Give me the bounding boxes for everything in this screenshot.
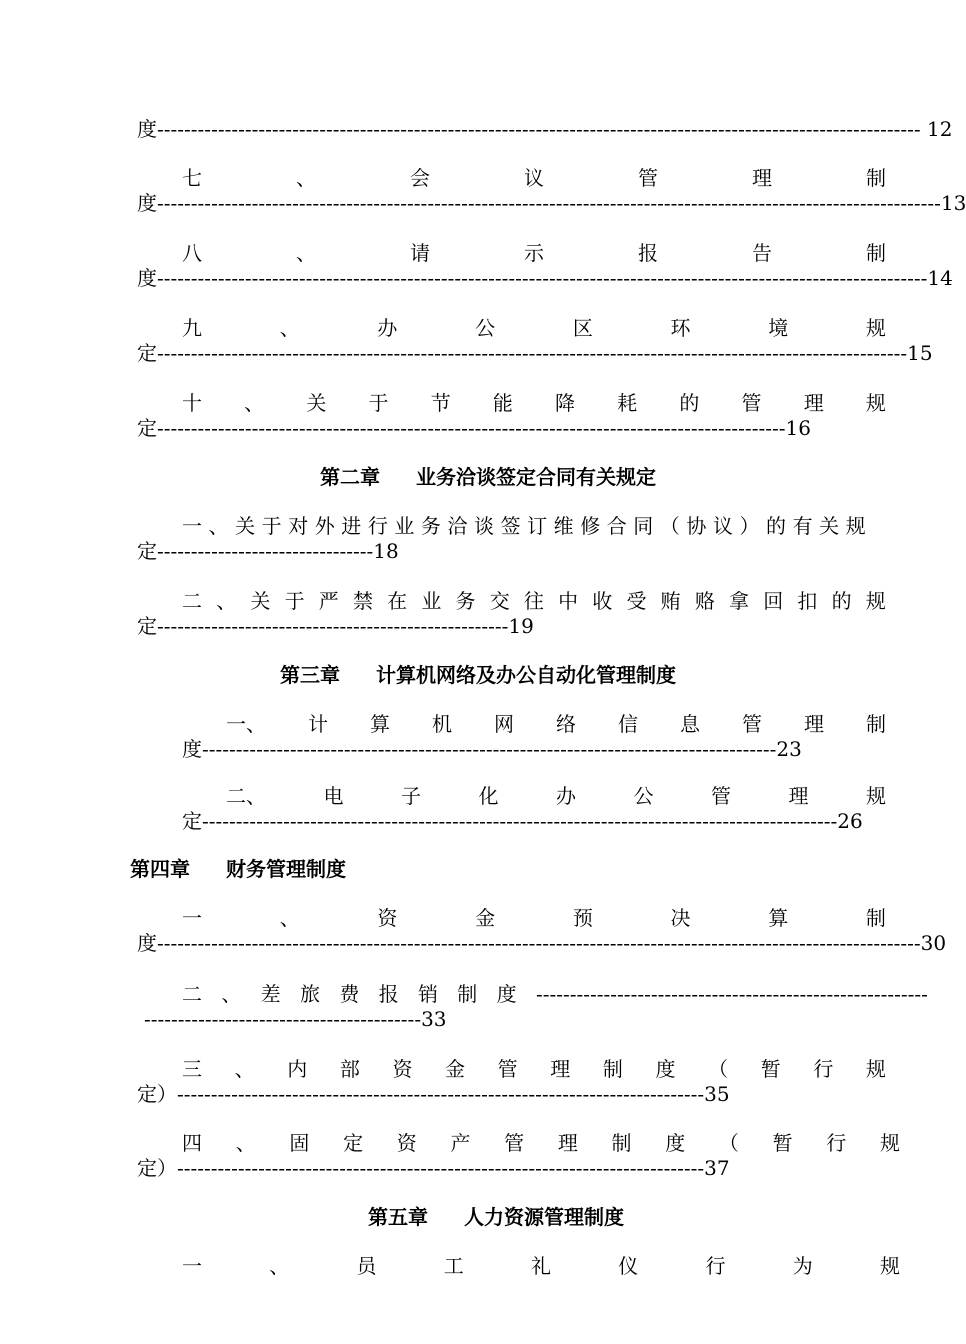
toc-title-char: 进	[341, 514, 362, 538]
toc-title-char: 节	[430, 391, 451, 415]
toc-title-char: 内	[287, 1057, 308, 1081]
chapter-heading-5	[368, 1206, 624, 1230]
toc-title-char: 能	[492, 391, 513, 415]
toc-leader-dots: ----------------------------------------------------------------------------------------------	[202, 809, 838, 833]
toc-title-char: 、	[235, 1131, 256, 1155]
toc-title-char: 务	[455, 589, 476, 613]
toc-title-char: 四	[182, 1131, 202, 1155]
toc-title-char: 对	[288, 514, 309, 538]
toc-title-char: 报	[638, 241, 658, 265]
toc-title-char: 定	[343, 1131, 364, 1155]
toc-title-char: 环	[670, 316, 691, 340]
toc-title-char: 、	[279, 316, 300, 340]
toc-title-char: 行	[367, 514, 388, 538]
toc-title-char: 耗	[617, 391, 638, 415]
toc-title-char: 洽	[447, 514, 468, 538]
toc-title-char: 业	[421, 589, 442, 613]
toc-entry-title-line	[182, 906, 886, 930]
toc-title-char: 管	[711, 784, 731, 808]
toc-title-char: 理	[557, 1131, 578, 1155]
toc-entry-leader-line	[182, 737, 802, 761]
toc-entry-leader-line	[182, 809, 863, 833]
toc-title-char: 销	[417, 982, 438, 1006]
toc-title-char: 受	[626, 589, 647, 613]
toc-title-char: 的	[766, 514, 787, 538]
toc-entry-leader-line	[137, 931, 947, 955]
toc-title-char: 公	[475, 316, 496, 340]
chapter-title: 计算机网络及办公自动化管理制度	[376, 665, 676, 687]
toc-entry-title-line	[182, 982, 928, 1006]
toc-title-char: 理	[788, 784, 809, 808]
toc-title-end: 度	[137, 117, 157, 141]
toc-title-end: 定）	[137, 1082, 177, 1106]
toc-title-char: 修	[580, 514, 601, 538]
toc-title-char: 七	[182, 166, 202, 190]
toc-title-char: 报	[378, 982, 399, 1006]
toc-leader-dots: ------------------------------------------------------------------------------------------------------------------	[157, 266, 928, 290]
toc-title-char: 于	[261, 514, 282, 538]
toc-title-char: 规	[845, 514, 866, 538]
toc-title-char: 回	[763, 589, 784, 613]
toc-title-char: （	[659, 514, 680, 538]
toc-title-char: 同	[633, 514, 654, 538]
toc-entry-title-line	[226, 712, 886, 736]
toc-title-char: 办	[556, 784, 576, 808]
toc-leader-dots: ----------------------------------------------------	[157, 614, 509, 638]
toc-title-char: 的	[831, 589, 852, 613]
toc-title-char: 为	[792, 1254, 813, 1278]
toc-title-char: 暂	[772, 1131, 793, 1155]
toc-entry-leader-line	[137, 341, 933, 365]
toc-title-char: 度	[496, 982, 517, 1006]
toc-entry-leader-line	[137, 1156, 730, 1180]
toc-page-number: 26	[837, 809, 863, 833]
toc-title-char: 往	[523, 589, 544, 613]
toc-title-char: 、	[244, 391, 265, 415]
toc-title-char: 理	[752, 166, 772, 190]
toc-entry-leader-line	[137, 191, 966, 215]
toc-entry-leader-line	[137, 266, 953, 290]
toc-title-char: 管	[638, 166, 658, 190]
toc-page-number: 14	[927, 266, 953, 290]
toc-entry-title-line	[182, 1131, 900, 1155]
toc-title-end: 定	[137, 539, 157, 563]
toc-page-number: 33	[421, 1007, 447, 1031]
toc-title-char: 一、	[226, 712, 266, 736]
toc-title-char: 预	[572, 906, 593, 930]
toc-title-char: 行	[705, 1254, 726, 1278]
toc-entry-title-line	[182, 166, 886, 190]
toc-title-char: 二、	[226, 784, 266, 808]
toc-page-number: 18	[373, 539, 399, 563]
toc-title-char: 化	[478, 784, 499, 808]
toc-title-char: 、	[296, 166, 316, 190]
toc-leader-dots: --------------------------------	[157, 539, 374, 563]
toc-title-char: 示	[524, 241, 544, 265]
toc-title-char: 禁	[352, 589, 373, 613]
toc-title-char: ）	[739, 514, 760, 538]
toc-title-char: 旅	[299, 982, 320, 1006]
toc-title-char: 、	[208, 514, 229, 538]
toc-title-char: 、	[296, 241, 316, 265]
toc-title-char: 制	[866, 712, 886, 736]
toc-title-char: 贿	[660, 589, 681, 613]
toc-entry-title-line	[182, 1057, 886, 1081]
toc-title-char: 固	[289, 1131, 310, 1155]
chapter-label: 第四章	[130, 859, 190, 881]
toc-title-char: 合	[606, 514, 627, 538]
toc-title-char: 礼	[531, 1254, 551, 1278]
toc-title-char: 决	[670, 906, 691, 930]
toc-entry-title-line	[182, 391, 886, 415]
chapter-heading-4	[130, 858, 346, 882]
toc-title-char: 息	[680, 712, 700, 736]
toc-title-char: 产	[450, 1131, 471, 1155]
toc-title-char: （	[708, 1057, 729, 1081]
toc-title-char: 度	[665, 1131, 686, 1155]
toc-title-char: 关	[235, 514, 256, 538]
toc-title-char: 关	[306, 391, 327, 415]
toc-title-char: 算	[768, 906, 789, 930]
toc-title-char: 制	[866, 166, 886, 190]
toc-title-char: 有	[792, 514, 813, 538]
toc-title-char: 规	[865, 316, 886, 340]
toc-title-char: 二	[182, 589, 202, 613]
toc-title-char: 、	[216, 589, 237, 613]
chapter-title: 业务洽谈签定合同有关规定	[416, 467, 656, 489]
toc-title-char: 扣	[797, 589, 818, 613]
toc-title-char: 行	[826, 1131, 847, 1155]
toc-title-char: 暂	[760, 1057, 781, 1081]
toc-title-char: 行	[813, 1057, 834, 1081]
toc-title-char: （	[718, 1131, 739, 1155]
toc-title-end: 定	[137, 614, 157, 638]
toc-title-char: 管	[497, 1057, 518, 1081]
toc-entry-leader-line	[137, 614, 534, 638]
toc-title-char: 务	[420, 514, 441, 538]
toc-leader-dots: --------------------------------------------------------------------------------------------------------------------	[157, 191, 941, 215]
toc-title-char: 议	[524, 166, 544, 190]
toc-title-char: 规	[866, 784, 886, 808]
toc-title-char: 算	[370, 712, 390, 736]
toc-title-char: 金	[445, 1057, 466, 1081]
toc-title-char: 关	[250, 589, 271, 613]
toc-title-char: 于	[284, 589, 305, 613]
chapter-title: 人力资源管理制度	[464, 1207, 624, 1229]
toc-page-number: 13	[940, 191, 966, 215]
toc-entry-leader-line	[137, 117, 953, 141]
toc-title-char: 八	[182, 241, 202, 265]
toc-title-char: 网	[494, 712, 514, 736]
toc-page-number: 35	[704, 1082, 730, 1106]
toc-title-char: 维	[553, 514, 574, 538]
toc-leader-dots: ---------------------------------------------------------------------------------------------	[157, 416, 786, 440]
toc-title-end: 定	[182, 809, 202, 833]
toc-title-char: 于	[368, 391, 389, 415]
toc-title-char: 络	[556, 712, 576, 736]
toc-leader-dots: -------------------------------------------------------------------------------------	[202, 737, 777, 761]
toc-entry-title-line	[182, 241, 886, 265]
toc-title-end: 定	[137, 416, 157, 440]
toc-title-char: 费	[339, 982, 360, 1006]
toc-page-number: 23	[776, 737, 802, 761]
toc-title-char: 九	[182, 316, 202, 340]
toc-title-end: 度	[137, 931, 157, 955]
toc-page-number: 37	[704, 1156, 730, 1180]
chapter-title: 财务管理制度	[226, 859, 346, 881]
toc-title-char: 三	[182, 1057, 202, 1081]
toc-title-char: 降	[555, 391, 576, 415]
toc-title-char: 请	[410, 241, 430, 265]
toc-title-char: 收	[592, 589, 613, 613]
toc-title-char: 的	[679, 391, 700, 415]
toc-page-number: 15	[907, 341, 933, 365]
toc-leader-dots: ----------------------------------------------------------	[535, 982, 928, 1006]
toc-title-char: 二	[182, 982, 202, 1006]
toc-title-char: 、	[221, 982, 242, 1006]
toc-title-char: 资	[377, 906, 398, 930]
toc-title-char: 理	[550, 1057, 571, 1081]
toc-title-char: 一	[182, 906, 202, 930]
toc-entry-title-line	[182, 1254, 900, 1278]
toc-entry-leader-line	[137, 539, 397, 563]
toc-entry-title-line	[182, 589, 886, 613]
toc-title-char: 规	[865, 391, 886, 415]
toc-title-end: 度	[137, 191, 157, 215]
toc-title-char: 规	[879, 1131, 900, 1155]
toc-title-end: 定）	[137, 1156, 177, 1180]
toc-title-char: 电	[323, 784, 344, 808]
toc-title-char: 交	[489, 589, 510, 613]
toc-title-end: 度	[182, 737, 202, 761]
toc-entry-title-line	[182, 316, 886, 340]
toc-title-char: 信	[618, 712, 638, 736]
toc-title-char: 差	[260, 982, 281, 1006]
toc-leader-dots: -----------------------------------------------------------------------------------------------------------------	[157, 931, 921, 955]
chapter-label: 第五章	[368, 1207, 428, 1229]
toc-title-char: 公	[633, 784, 654, 808]
toc-title-char: 规	[865, 1057, 886, 1081]
toc-title-char: 员	[356, 1254, 377, 1278]
toc-title-char: 外	[314, 514, 335, 538]
toc-title-char: 关	[819, 514, 840, 538]
toc-entry-title-line	[182, 514, 866, 538]
toc-page-number: 30	[920, 931, 947, 955]
chapter-heading-2	[320, 466, 656, 490]
toc-title-char: 十	[182, 391, 202, 415]
chapter-heading-3	[280, 664, 676, 688]
toc-title-char: 度	[655, 1057, 676, 1081]
toc-title-char: 制	[611, 1131, 632, 1155]
toc-title-char: 管	[504, 1131, 525, 1155]
toc-title-char: 资	[396, 1131, 417, 1155]
chapter-label: 第三章	[280, 665, 340, 687]
toc-title-char: 签	[500, 514, 521, 538]
toc-title-char: 协	[686, 514, 707, 538]
toc-title-char: 子	[401, 784, 421, 808]
toc-title-char: 理	[804, 712, 824, 736]
toc-leader-dots: ---------------------------------------------------------------------------------------------------------------	[157, 341, 908, 365]
toc-title-char: 拿	[729, 589, 749, 613]
toc-title-char: 会	[410, 166, 430, 190]
toc-leader-dots: -----------------------------------------	[144, 1007, 422, 1031]
toc-leader-dots: ------------------------------------------------------------------------------	[177, 1082, 705, 1106]
toc-title-char: 计	[308, 712, 328, 736]
toc-title-char: 管	[741, 391, 762, 415]
toc-title-char: 金	[475, 906, 496, 930]
toc-entry-leader-line	[144, 1007, 447, 1031]
toc-title-char: 管	[742, 712, 762, 736]
toc-title-char: 境	[768, 316, 789, 340]
toc-title-char: 机	[432, 712, 452, 736]
toc-page-number: 16	[785, 416, 811, 440]
toc-title-char: 理	[803, 391, 824, 415]
toc-title-char: 严	[318, 589, 339, 613]
toc-title-char: 制	[602, 1057, 623, 1081]
toc-title-char: 、	[234, 1057, 255, 1081]
toc-title-end: 定	[137, 341, 157, 365]
toc-title-char: 部	[339, 1057, 360, 1081]
toc-title-char: 仪	[618, 1254, 639, 1278]
toc-title-char: 议	[712, 514, 733, 538]
toc-title-char: 谈	[474, 514, 495, 538]
toc-title-char: 区	[572, 316, 593, 340]
toc-title-char: 、	[279, 906, 300, 930]
toc-title-char: 制	[866, 241, 886, 265]
toc-title-char: 办	[377, 316, 398, 340]
chapter-label: 第二章	[320, 467, 380, 489]
toc-title-char: 中	[558, 589, 579, 613]
toc-entry-title-line	[226, 784, 886, 808]
toc-title-char: 赂	[694, 589, 715, 613]
toc-title-char: 、	[269, 1254, 290, 1278]
toc-page-number: ------ 12	[880, 117, 953, 141]
toc-leader-dots: ------------------------------------------------------------------------------	[177, 1156, 705, 1180]
toc-entry-leader-line	[137, 416, 811, 440]
toc-leader-dots: -----------------------------------------------------------------------------------------------------------	[157, 117, 881, 141]
toc-title-char: 告	[752, 241, 772, 265]
toc-title-char: 一	[182, 514, 202, 538]
toc-title-char: 一	[182, 1254, 202, 1278]
toc-title-char: 规	[880, 1254, 900, 1278]
toc-title-end: 度	[137, 266, 157, 290]
toc-title-char: 在	[387, 589, 408, 613]
toc-title-char: 资	[392, 1057, 413, 1081]
toc-entry-leader-line	[137, 1082, 730, 1106]
toc-title-char: 制	[865, 906, 886, 930]
toc-title-char: 业	[394, 514, 415, 538]
toc-title-char: 制	[457, 982, 478, 1006]
toc-title-char: 工	[443, 1254, 464, 1278]
toc-title-char: 订	[527, 514, 548, 538]
toc-title-char: 规	[865, 589, 886, 613]
toc-page-number: 19	[508, 614, 534, 638]
